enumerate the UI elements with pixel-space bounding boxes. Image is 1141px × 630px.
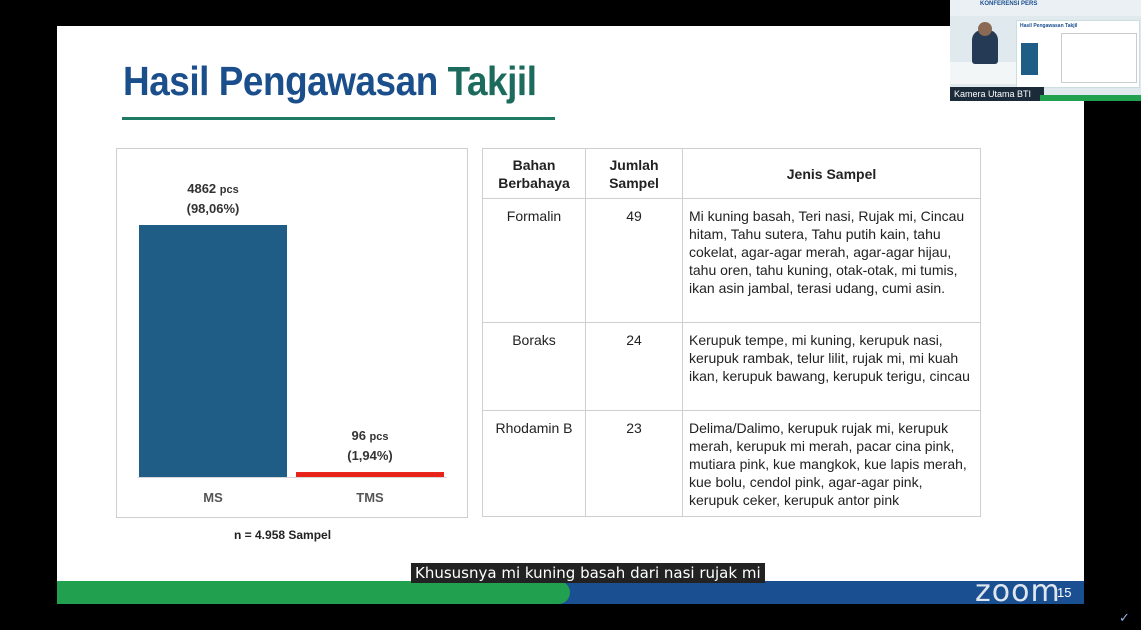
- bar-tms: [296, 472, 444, 477]
- speaker-head: [978, 22, 992, 36]
- slide-title-part2: Takjil: [447, 58, 537, 104]
- cell-bahan: Boraks: [483, 323, 586, 411]
- title-underline: [122, 117, 555, 120]
- cell-jenis: Delima/Dalimo, kerupuk rujak mi, kerupuk merah, kerupuk mi merah, pacar cina pink, mutiara pink, kue mangkok, kue lapis merah, kue bolu, cendol pink, agar-agar pink, kerupuk ceker, kerupuk antor pink: [683, 411, 981, 517]
- page-number: 15: [1057, 585, 1072, 600]
- camera-slide-bar: [1021, 43, 1038, 75]
- header-jumlah: Jumlah Sampel: [586, 149, 683, 199]
- live-caption: Khususnya mi kuning basah dari nasi rujak mi: [411, 563, 765, 583]
- cell-jumlah: 23: [586, 411, 683, 517]
- check-icon: ✓: [1119, 610, 1130, 625]
- camera-thumbnail[interactable]: [950, 0, 1141, 101]
- camera-label: Kamera Utama BTI: [950, 87, 1044, 101]
- hazard-table: [482, 148, 981, 517]
- table-header-row: [483, 149, 981, 199]
- footer-bar-green: [57, 581, 570, 604]
- bar-chart-panel: [116, 148, 468, 518]
- data-label-percent: (98,06%): [186, 201, 240, 216]
- camera-footer-bar: [1040, 95, 1141, 101]
- data-label-value: 96 pcs: [351, 428, 389, 444]
- camera-desk: [950, 62, 1016, 84]
- header-bahan: Bahan Berbahaya: [483, 149, 586, 199]
- camera-slide-preview: [1016, 20, 1140, 88]
- table-row: [483, 199, 981, 323]
- camera-header: [950, 0, 1141, 16]
- presentation-slide: [57, 26, 1084, 604]
- header-jenis: Jenis Sampel: [683, 149, 981, 199]
- data-label-value: 4862 pcs: [187, 181, 239, 196]
- cell-bahan: Rhodamin B: [483, 411, 586, 517]
- camera-slide-title: Hasil Pengawasan Takjil: [1020, 23, 1078, 29]
- data-label-percent: (1,94%): [347, 448, 393, 464]
- cell-jenis: Kerupuk tempe, mi kuning, kerupuk nasi, kerupuk rambak, telur lilit, rujak mi, mi kuah ikan, kerupuk bawang, kerupuk terigu, cincau: [683, 323, 981, 411]
- table-row: [483, 323, 981, 411]
- slide-title-part1: Hasil Pengawasan: [123, 58, 438, 104]
- cell-bahan: Formalin: [483, 199, 586, 323]
- cell-jumlah: 24: [586, 323, 683, 411]
- slide-title: [123, 58, 537, 105]
- sample-count-note: n = 4.958 Sampel: [234, 528, 332, 542]
- cell-jenis: Mi kuning basah, Teri nasi, Rujak mi, Cincau hitam, Tahu sutera, Tahu putih kain, tahu cokelat, agar-agar merah, agar-agar hijau, tahu oren, tahu kuning, otak-otak, mi tumis, ikan asin jambal, terasi udang, cumi asin.: [683, 199, 981, 323]
- zoom-watermark: zoom: [975, 574, 1061, 604]
- cell-jumlah: 49: [586, 199, 683, 323]
- category-label: MS: [203, 490, 223, 505]
- table-row: [483, 411, 981, 517]
- bar-ms: [139, 225, 287, 477]
- bar-chart: [117, 149, 467, 517]
- camera-header-title: KONFERENSI PERS: [980, 1, 1038, 7]
- camera-slide-table: [1061, 33, 1137, 83]
- category-label: TMS: [356, 490, 384, 505]
